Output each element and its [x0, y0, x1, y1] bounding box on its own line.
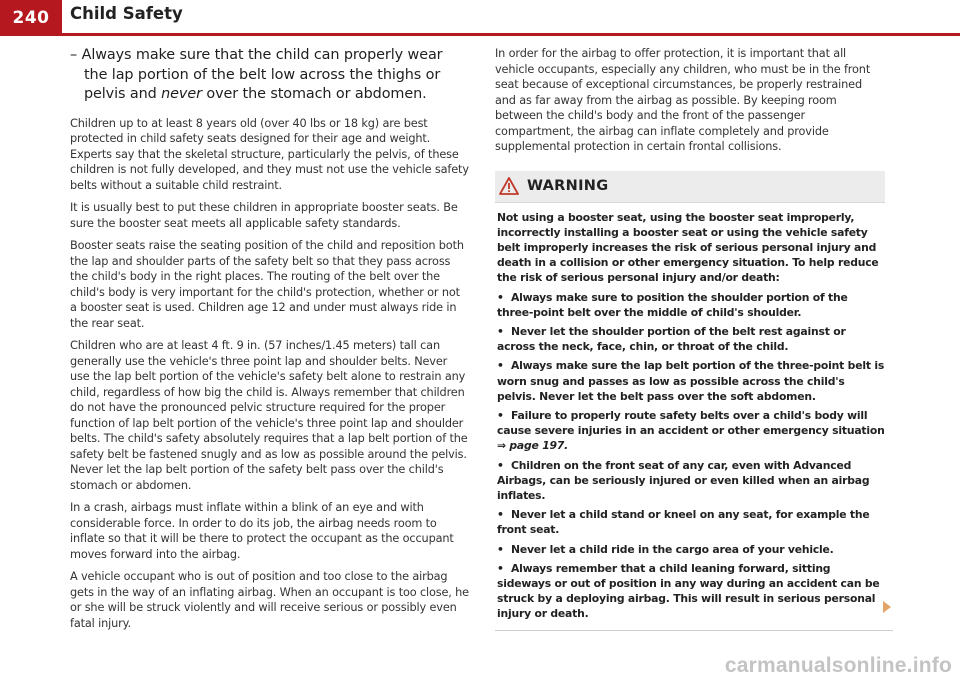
bullet-icon: • — [497, 561, 504, 575]
page-number: 240 — [0, 0, 62, 36]
warning-item-text: Always remember that a child leaning forward, sitting sideways or out of position in any way during an accident can be struck by a deploying airbag. This will result in serious personal injury or death. — [497, 561, 880, 621]
warning-lead: Not using a booster seat, using the booster seat improperly, incorrectly installing a booster seat or using the vehicle safety belt improperly increases the risk of serious personal injury and death in a collision or other emergency situation. To help reduce the risk of serious personal injury and/or death: — [497, 210, 879, 285]
warning-item-text: Failure to properly route safety belts over a child's body will cause severe injuries in an accident or other emergency situation — [497, 408, 885, 438]
warning-body — [495, 203, 885, 622]
bullet-icon: • — [497, 508, 504, 522]
warning-item-text: Never let a child ride in the cargo area of your vehicle. — [511, 542, 834, 556]
warning-item-text: Children on the front seat of any car, even with Advanced Airbags, can be seriously injured or even killed when an airbag inflates. — [497, 458, 870, 502]
bullet-icon: • — [497, 324, 504, 338]
warning-header — [495, 171, 885, 203]
paragraph-airbag-protection: In order for the airbag to offer protection, it is important that all vehicle occupants, especially any children, who must be in the front seat because of exceptional circumstances, be properly restrained and as far away from the airbag as possible. By keeping room between the child's body and the front of the passenger compartment, the airbag can inflate completely and provide supplemental protection in certain frontal collisions. — [495, 47, 871, 153]
lead-instruction — [70, 46, 470, 105]
warning-title: WARNING — [527, 178, 609, 194]
warning-item — [497, 542, 885, 557]
warning-item-text: Always make sure the lap belt portion of the three-point belt is worn snug and passes as low as possible across the child's pelvis. Never let the belt pass over the soft abdomen. — [497, 359, 885, 403]
warning-bottom-rule — [495, 630, 893, 631]
header-rule — [62, 33, 960, 36]
warning-item — [497, 561, 885, 622]
paragraph-out-of-position: A vehicle occupant who is out of position and too close to the airbag gets in the way of an inflating airbag. When an occupant is too close, he or she will be struck violently and will receive serious or possibly even fatal injury. — [70, 570, 469, 630]
warning-item — [497, 458, 885, 504]
paragraph-booster: It is usually best to put these children in appropriate booster seats. Be sure the booster seat meets all applicable safety standards. — [70, 201, 458, 230]
paragraph-booster-position: Booster seats raise the seating position of the child and reposition both the lap and shoulder parts of the safety belt so that they pass across the child's body in the right places. The routing of the belt over the child's body is very important for the child's protection, whether or not a booster seat is used. Children age 12 and under must always ride in the rear seat. — [70, 239, 464, 330]
right-column — [495, 46, 885, 626]
warning-triangle-icon — [499, 177, 519, 195]
bullet-icon: • — [497, 408, 504, 422]
page-reference-link[interactable]: ⇒ page 197. — [497, 439, 569, 453]
bullet-icon: • — [497, 359, 504, 373]
paragraph-airbag-inflate: In a crash, airbags must inflate within a blink of an eye and with considerable force. In order to do its job, the airbag needs room to inflate so that it will be there to protect the occupant as the occupant moves forward into the airbag. — [70, 501, 454, 561]
left-column — [70, 46, 470, 638]
lead-emphasis: never — [161, 86, 202, 102]
warning-item — [497, 507, 885, 537]
continue-arrow-icon — [883, 601, 891, 613]
lead-text-start: Always make sure that the child can properly wear the lap portion of the belt low across the thighs or pelvis and — [81, 47, 443, 102]
warning-box — [495, 171, 885, 622]
paragraph-age: Children up to at least 8 years old (over 40 lbs or 18 kg) are best protected in child safety seats designed for their age and weight. Experts say that the skeletal structure, particularly the pelvis, of these children is not fully developed, and they must not use the vehicle safety belts without a suitable child restraint. — [70, 116, 469, 192]
bullet-icon: • — [497, 458, 504, 472]
watermark: carmanualsonline.info — [724, 654, 952, 677]
warning-item — [497, 290, 885, 320]
warning-item-text: Never let a child stand or kneel on any seat, for example the front seat. — [497, 508, 870, 537]
bullet-icon: • — [497, 542, 504, 556]
paragraph-height: Children who are at least 4 ft. 9 in. (57 inches/1.45 meters) tall can generally use the vehicle's three point lap and shoulder belts. Never use the lap belt portion of the vehicle's safety belt alone to restrain any child, regardless of how big the child is. Always remember that children do not have the pronounced pelvic structure required for the proper function of lap belt portion of the vehicle's three point lap and shoulder belts. The child's safety absolutely requires that a lap belt portion of the safety belt be fastened snugly and as low as possible around the pelvis. Never let the lap belt portion of the safety belt pass over the child's stomach or abdomen. — [70, 339, 468, 492]
warning-item — [497, 408, 885, 454]
lead-dash: – — [70, 47, 78, 63]
warning-item-text: Always make sure to position the shoulder portion of the three-point belt over the middle of child's shoulder. — [497, 290, 848, 319]
section-title: Child Safety — [70, 4, 183, 23]
lead-text-end: over the stomach or abdomen. — [201, 86, 427, 102]
warning-item-text: Never let the shoulder portion of the belt rest against or across the neck, face, chin, or throat of the child. — [497, 324, 846, 354]
bullet-icon: • — [497, 290, 504, 304]
warning-item — [497, 358, 885, 404]
warning-item — [497, 324, 885, 354]
